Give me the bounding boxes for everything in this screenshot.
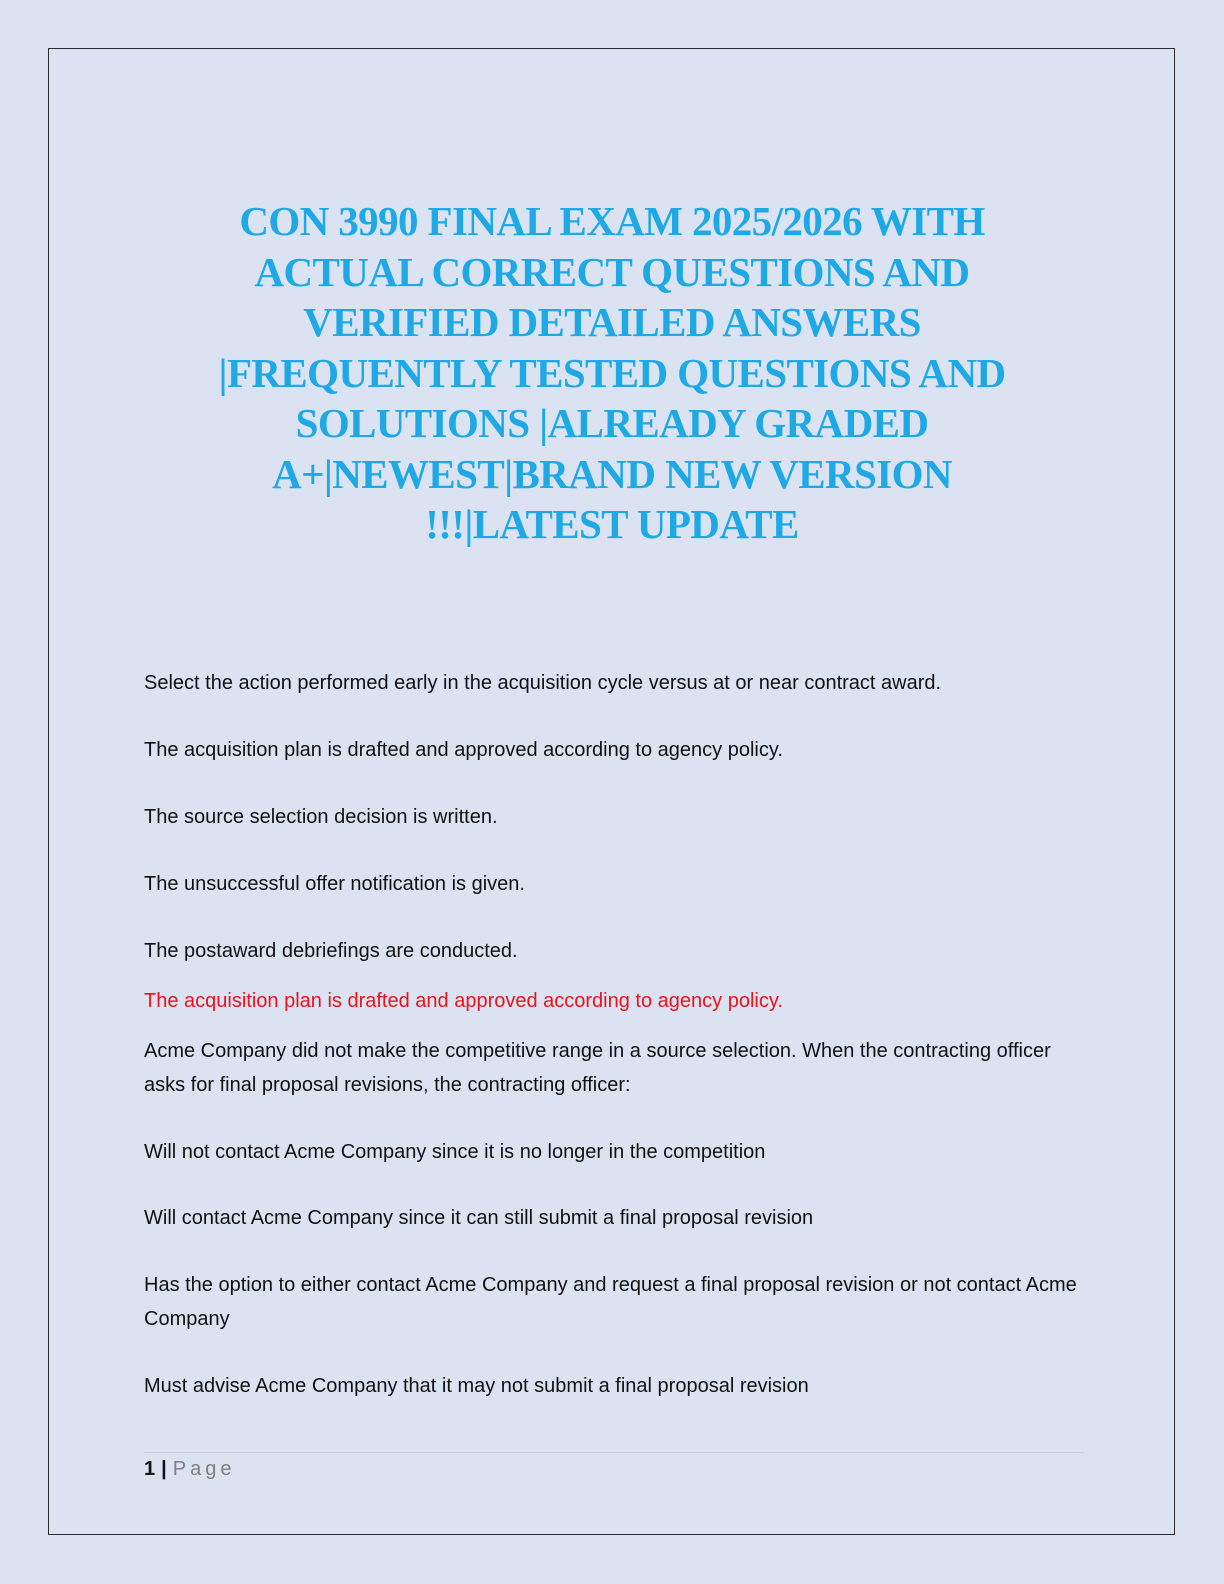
title-line: A+|NEWEST|BRAND NEW VERSION bbox=[272, 450, 952, 497]
page-separator: | bbox=[161, 1458, 167, 1480]
title-line: VERIFIED DETAILED ANSWERS bbox=[303, 299, 921, 345]
title-line: |FREQUENTLY TESTED QUESTIONS AND bbox=[218, 349, 1006, 396]
document-title bbox=[130, 196, 1094, 550]
question-1-answer: The acquisition plan is drafted and approved according to agency policy. bbox=[144, 990, 783, 1012]
footer-divider bbox=[144, 1452, 1084, 1453]
question-2-prompt: Acme Company did not make the competitive range in a source selection. When the contracting officer asks for final proposal revisions, the contracting officer: bbox=[144, 1040, 1051, 1096]
question-2-option-2: Will contact Acme Company since it can still submit a final proposal revision bbox=[144, 1207, 814, 1229]
question-2-option-1: Will not contact Acme Company since it is no longer in the competition bbox=[144, 1141, 766, 1163]
question-1-option-2: The source selection decision is written. bbox=[144, 806, 498, 828]
page-label: Page bbox=[172, 1458, 236, 1480]
page-footer bbox=[144, 1454, 235, 1484]
question-2-option-3: Has the option to either contact Acme Company and request a final proposal revision or not contact Acme Company bbox=[144, 1274, 1077, 1330]
question-1-option-4: The postaward debriefings are conducted. bbox=[144, 940, 518, 962]
title-line: !!!|LATEST UPDATE bbox=[425, 501, 799, 547]
question-1-option-3: The unsuccessful offer notification is given. bbox=[144, 873, 525, 895]
question-1-option-1: The acquisition plan is drafted and approved according to agency policy. bbox=[144, 739, 783, 761]
page-number: 1 bbox=[144, 1458, 156, 1480]
question-2-option-4: Must advise Acme Company that it may not submit a final proposal revision bbox=[144, 1375, 809, 1397]
title-line: CON 3990 FINAL EXAM 2025/2026 WITH bbox=[239, 198, 985, 244]
title-line: ACTUAL CORRECT QUESTIONS AND bbox=[254, 248, 970, 295]
question-1-prompt: Select the action performed early in the acquisition cycle versus at or near contract award. bbox=[144, 672, 942, 694]
title-line: SOLUTIONS |ALREADY GRADED bbox=[295, 400, 929, 446]
